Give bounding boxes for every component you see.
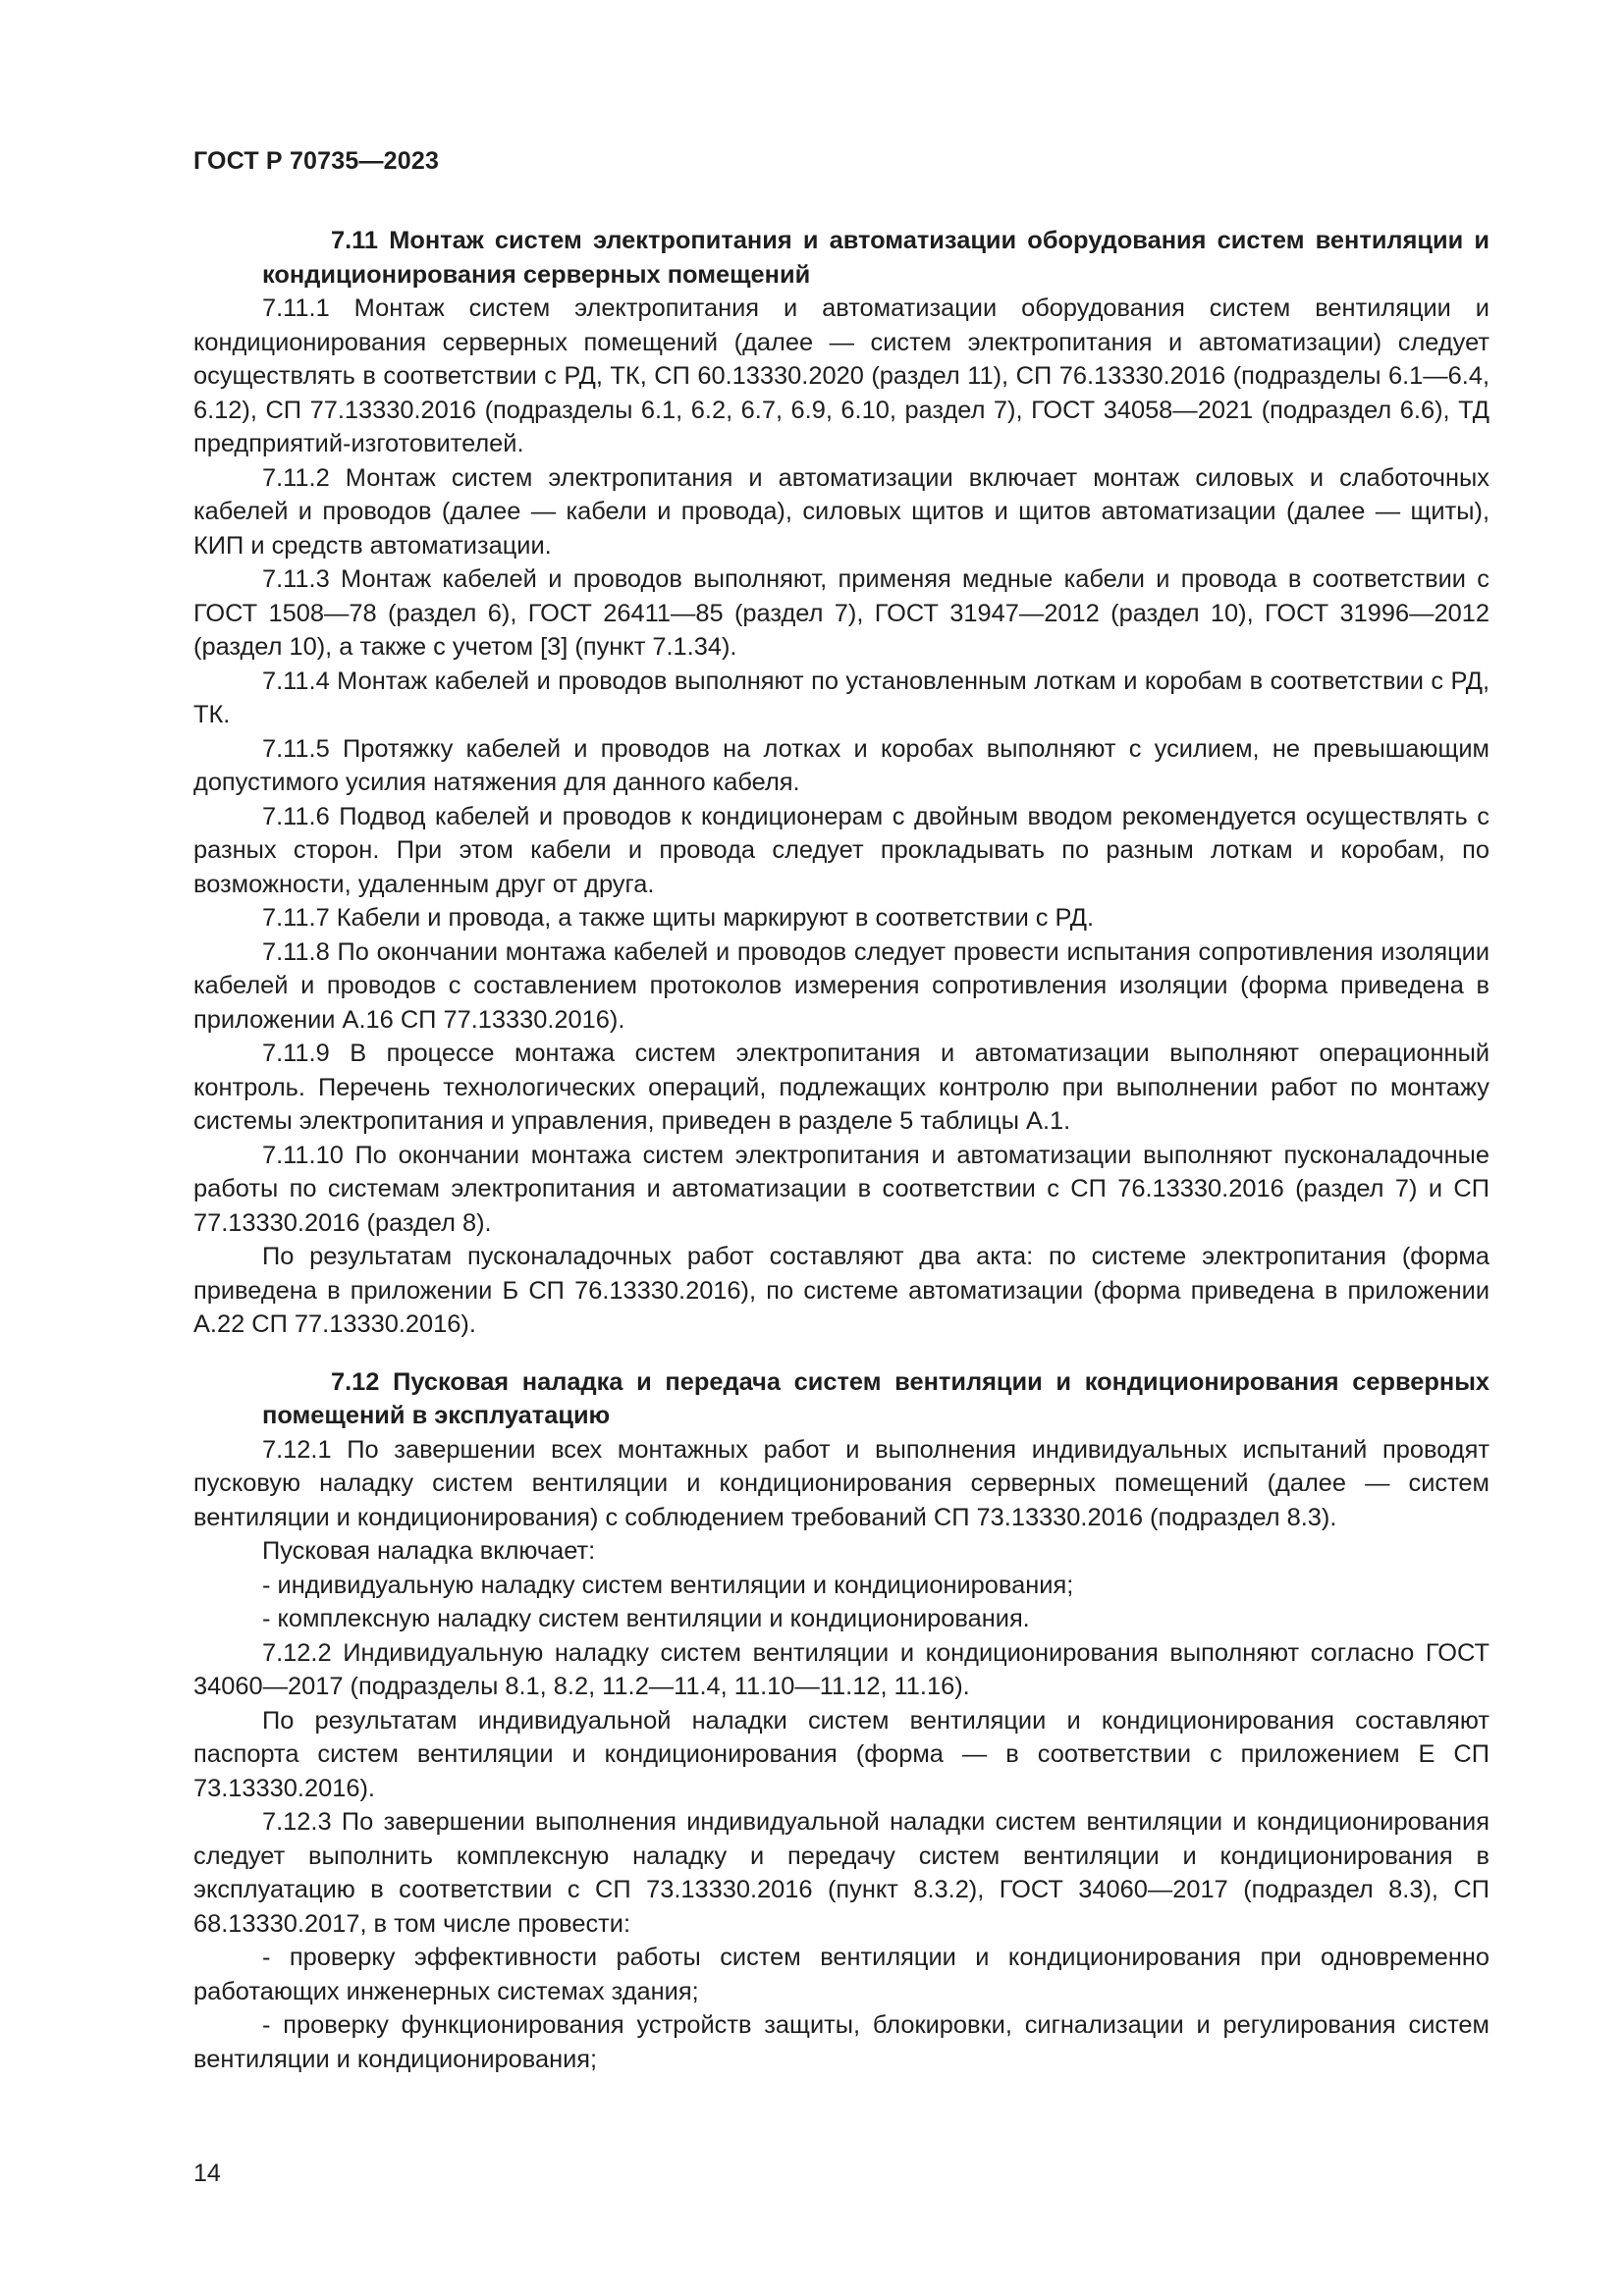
list-item: - комплексную наладку систем вентиляции и кондиционирования.	[262, 1605, 1030, 1632]
paragraph-startup-includes: Пусковая наладка включает:	[262, 1537, 596, 1565]
paragraph-7-11-6: 7.11.6 Подвод кабелей и проводов к кондиционерам с двойным вводом рекомендуется осуществлять с разных сторон. При этом кабели и провода следует прокладывать по разным лоткам и коробам, по возможности, удаленным друг от друга.	[193, 802, 1489, 898]
paragraph-7-12-2: 7.12.2 Индивидуальную наладку систем вентиляции и кондиционирования выполняют согласно ГОСТ 34060—2017 (подразделы 8.1, 8.2, 11.2—11.4, 11.10—11.12, 11.16).	[193, 1638, 1489, 1700]
document-code-header: ГОСТ Р 70735—2023	[193, 147, 440, 175]
paragraph-7-12-3: 7.12.3 По завершении выполнения индивидуальной наладки систем вентиляции и кондиционирования следует выполнить комплексную наладку и передачу систем вентиляции и кондиционирования в эксплуатацию в соответствии с СП 73.13330.2016 (пункт 8.3.2), ГОСТ 34060—2017 (подраздел 8.3), СП 68.13330.2017, в том числе провести:	[193, 1808, 1489, 1938]
list-item: - проверку эффективности работы систем вентиляции и кондиционирования при одновременно работающих инженерных системах здания;	[193, 1944, 1489, 2005]
section-heading-7-11: 7.11 Монтаж систем электропитания и автоматизации оборудования систем вентиляции и кондиционирования серверных помещений	[262, 227, 1489, 289]
list-item: - индивидуальную наладку систем вентиляции и кондиционирования;	[262, 1571, 1074, 1599]
paragraph-7-11-8: 7.11.8 По окончании монтажа кабелей и проводов следует провести испытания сопротивления изоляции кабелей и проводов с составлением протоколов измерения сопротивления изоляции (форма приведена в приложении А.16 СП 77.13330.2016).	[193, 937, 1489, 1034]
paragraph-7-11-2: 7.11.2 Монтаж систем электропитания и автоматизации включает монтаж силовых и слаботочных кабелей и проводов (далее — кабели и провода), силовых щитов и щитов автоматизации (далее — щиты), КИП и средств автоматизации.	[193, 463, 1489, 560]
paragraph-7-11-10: 7.11.10 По окончании монтажа систем электропитания и автоматизации выполняют пусконаладочные работы по системам электропитания и автоматизации в соответствии с СП 76.13330.2016 (раздел 7) и СП 77.13330.2016 (раздел 8).	[193, 1141, 1489, 1237]
paragraph-7-11-5: 7.11.5 Протяжку кабелей и проводов на лотках и коробах выполняют с усилием, не превышающим допустимого усилия натяжения для данного кабеля.	[193, 734, 1489, 796]
paragraph-7-11-3: 7.11.3 Монтаж кабелей и проводов выполняют, применяя медные кабели и провода в соответствии с ГОСТ 1508—78 (раздел 6), ГОСТ 26411—85 (раздел 7), ГОСТ 31947—2012 (раздел 10), ГОСТ 31996—2012 (раздел 10), а также с учетом [3] (пункт 7.1.34).	[193, 565, 1489, 661]
document-body	[193, 224, 1489, 2076]
list-item: - проверку функционирования устройств защиты, блокировки, сигнализации и регулирования систем вентиляции и кондиционирования;	[193, 2011, 1489, 2073]
section-heading-7-12: 7.12 Пусковая наладка и передача систем вентиляции и кондиционирования серверных помещений в эксплуатацию	[262, 1367, 1489, 1429]
paragraph-7-11-7: 7.11.7 Кабели и провода, а также щиты маркируют в соответствии с РД.	[262, 904, 1095, 932]
paragraph-7-11-1: 7.11.1 Монтаж систем электропитания и автоматизации оборудования систем вентиляции и кондиционирования серверных помещений (далее — систем электропитания и автоматизации) следует осуществлять в соответствии с РД, ТК, СП 60.13330.2020 (раздел 11), СП 76.13330.2016 (подразделы 6.1—6.4, 6.12), СП 77.13330.2016 (подразделы 6.1, 6.2, 6.7, 6.9, 6.10, раздел 7), ГОСТ 34058—2021 (подраздел 6.6), ТД предприятий-изготовителей.	[193, 294, 1489, 457]
page-number: 14	[193, 2160, 221, 2187]
paragraph-7-12-1: 7.12.1 По завершении всех монтажных работ и выполнения индивидуальных испытаний проводят пусковую наладку систем вентиляции и кондиционирования серверных помещений (далее — систем вентиляции и кондиционирования) с соблюдением требований СП 73.13330.2016 (подраздел 8.3).	[193, 1435, 1489, 1531]
paragraph-7-11-9: 7.11.9 В процессе монтажа систем электропитания и автоматизации выполняют операционный контроль. Перечень технологических операций, подлежащих контролю при выполнении работ по монтажу системы электропитания и управления, приведен в разделе 5 таблицы А.1.	[193, 1040, 1489, 1135]
paragraph-individual-results: По результатам индивидуальной наладки систем вентиляции и кондиционирования составляют паспорта систем вентиляции и кондиционирования (форма — в соответствии с приложением Е СП 73.13330.2016).	[193, 1706, 1489, 1802]
paragraph-7-11-results: По результатам пусконаладочных работ составляют два акта: по системе электропитания (форма приведена в приложении Б СП 76.13330.2016), по системе автоматизации (форма приведена в приложении А.22 СП 77.13330.2016).	[193, 1243, 1489, 1338]
paragraph-7-11-4: 7.11.4 Монтаж кабелей и проводов выполняют по установленным лоткам и коробам в соответствии с РД, ТК.	[193, 667, 1489, 728]
